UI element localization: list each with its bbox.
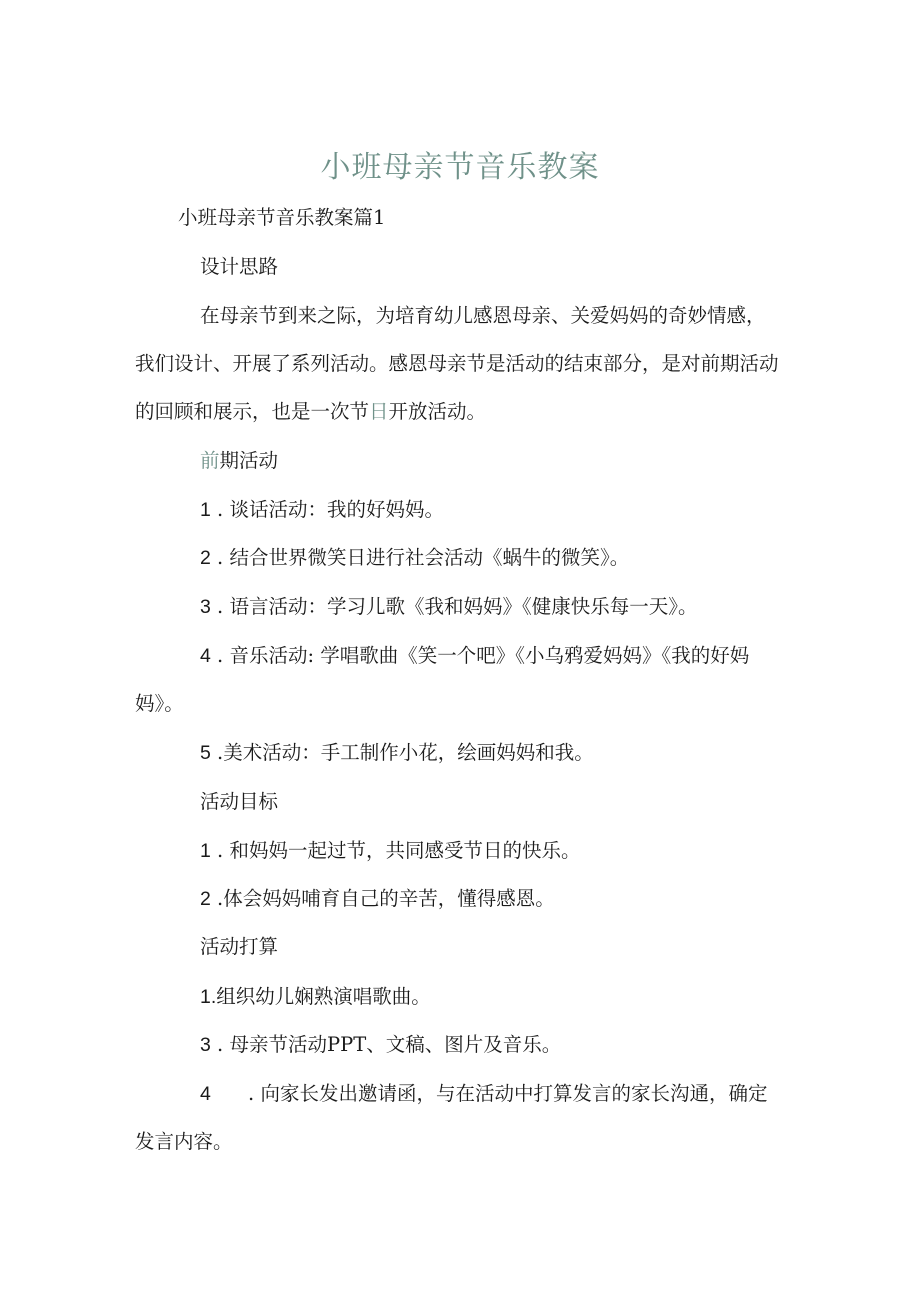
early-item-2 — [200, 544, 629, 572]
early-item-4 — [200, 642, 749, 670]
early-item-5 — [200, 739, 594, 767]
design-paragraph-line-3 — [135, 398, 486, 426]
early-item-3 — [200, 593, 697, 621]
section-heading: 小班母亲节音乐教案篇1 — [178, 206, 386, 229]
design-paragraph-line-1: 在母亲节到来之际，为培育幼儿感恩母亲、关爱妈妈的奇妙情感， — [200, 304, 766, 327]
goal-item-1 — [200, 837, 580, 865]
plan-item-3-continuation: 发言内容。 — [135, 1130, 233, 1153]
early-heading-accent: 前 — [200, 449, 220, 472]
item-text: . 结合世界微笑日进行社会活动《蜗牛的微笑》。 — [210, 546, 630, 569]
item-number: 4 — [200, 645, 211, 667]
item-text: . 向家长发出邀请函，与在活动中打算发言的家长沟通，确定 — [210, 1082, 768, 1105]
item-number: 1 — [200, 499, 211, 521]
plan-heading: 活动打算 — [200, 935, 279, 958]
design-heading: 设计思路 — [200, 255, 279, 278]
item-text: . 语言活动：学习儿歌《我和妈妈》《健康快乐每一天》。 — [210, 595, 698, 618]
item-text: . 谈话活动：我的好妈妈。 — [210, 498, 444, 521]
plan-item-3 — [200, 1080, 767, 1108]
item-text: . 音乐活动: 学唱歌曲《笑一个吧》《小乌鸦爱妈妈》《我的好妈 — [210, 644, 750, 667]
design-paragraph-line-3-accent: 日 — [369, 400, 389, 423]
plan-item-2 — [200, 1031, 561, 1059]
item-text: . 母亲节活动PPT、文稿、图片及音乐。 — [210, 1033, 562, 1056]
item-number: 2 — [200, 547, 211, 569]
design-paragraph-line-2: 我们设计、开展了系列活动。感恩母亲节是活动的结束部分，是对前期活动 — [135, 352, 779, 375]
design-paragraph-line-3-part-a: 的回顾和展示，也是一次节 — [135, 400, 370, 423]
item-number: 5 — [200, 742, 211, 764]
early-activities-heading — [200, 447, 278, 475]
goal-item-2 — [200, 885, 555, 913]
item-number: 1. — [200, 986, 217, 1008]
early-item-1 — [200, 496, 444, 524]
design-paragraph-line-3-part-c: 开放活动。 — [388, 400, 487, 423]
early-item-4-continuation: 妈》。 — [135, 692, 184, 715]
item-number: 1 — [200, 840, 211, 862]
item-number: 4 — [200, 1083, 211, 1105]
item-text: .美术活动：手工制作小花，绘画妈妈和我。 — [210, 741, 594, 764]
item-number: 2 — [200, 888, 211, 910]
item-text: .体会妈妈哺育自己的辛苦，懂得感恩。 — [210, 887, 555, 910]
plan-item-1 — [200, 983, 431, 1011]
item-text: . 和妈妈一起过节，共同感受节日的快乐。 — [210, 839, 581, 862]
item-number: 3 — [200, 1034, 211, 1056]
item-number: 3 — [200, 596, 211, 618]
early-heading-rest: 期活动 — [219, 449, 279, 472]
item-text: 组织幼儿娴熟演唱歌曲。 — [216, 985, 431, 1008]
goals-heading: 活动目标 — [200, 790, 279, 813]
document-title: 小班母亲节音乐教案 — [320, 150, 600, 185]
